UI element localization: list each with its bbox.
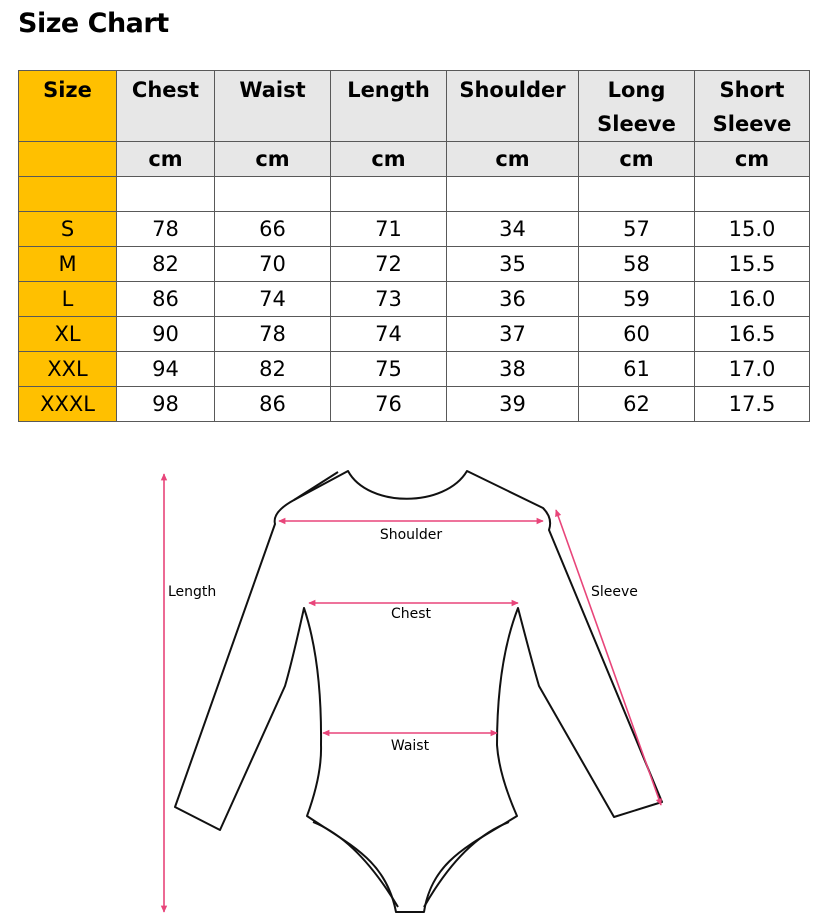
sleeve-label: Sleeve xyxy=(591,584,638,600)
table-cell: 98 xyxy=(117,387,215,422)
size-cell: XXL xyxy=(19,352,117,387)
table-cell: 34 xyxy=(447,212,579,247)
table-cell: 74 xyxy=(215,282,331,317)
unit-row xyxy=(19,142,810,177)
table-cell: 78 xyxy=(117,212,215,247)
unit-cell: cm xyxy=(695,142,810,177)
table-row xyxy=(19,282,810,317)
table-cell: 90 xyxy=(117,317,215,352)
header-waist: Waist xyxy=(215,71,331,142)
table-cell: 57 xyxy=(579,212,695,247)
header-shoulder: Shoulder xyxy=(447,71,579,142)
table-cell: 16.5 xyxy=(695,317,810,352)
size-cell: XXXL xyxy=(19,387,117,422)
table-row xyxy=(19,317,810,352)
table-cell: 35 xyxy=(447,247,579,282)
table-cell: 17.5 xyxy=(695,387,810,422)
shoulder-label: Shoulder xyxy=(379,527,443,543)
unit-cell: cm xyxy=(117,142,215,177)
header-row xyxy=(19,71,810,142)
unit-cell: cm xyxy=(215,142,331,177)
table-cell: 17.0 xyxy=(695,352,810,387)
length-label: Length xyxy=(168,584,217,600)
waist-label: Waist xyxy=(390,738,430,754)
table-row xyxy=(19,247,810,282)
measurement-diagram xyxy=(0,440,822,923)
table-row xyxy=(19,212,810,247)
table-row xyxy=(19,387,810,422)
blank-cell xyxy=(695,177,810,212)
table-cell: 78 xyxy=(215,317,331,352)
table-cell: 73 xyxy=(331,282,447,317)
table-cell: 66 xyxy=(215,212,331,247)
header-length: Length xyxy=(331,71,447,142)
header-long-sleeve: Long Sleeve xyxy=(579,71,695,142)
blank-row xyxy=(19,177,810,212)
size-table xyxy=(18,70,810,422)
blank-cell xyxy=(579,177,695,212)
table-cell: 72 xyxy=(331,247,447,282)
unit-cell: cm xyxy=(331,142,447,177)
table-cell: 62 xyxy=(579,387,695,422)
blank-cell xyxy=(447,177,579,212)
header-size: Size xyxy=(19,71,117,142)
table-cell: 71 xyxy=(331,212,447,247)
table-cell: 75 xyxy=(331,352,447,387)
table-cell: 60 xyxy=(579,317,695,352)
table-cell: 39 xyxy=(447,387,579,422)
table-cell: 61 xyxy=(579,352,695,387)
size-cell: S xyxy=(19,212,117,247)
table-cell: 15.0 xyxy=(695,212,810,247)
table-cell: 86 xyxy=(117,282,215,317)
blank-cell xyxy=(215,177,331,212)
table-cell: 94 xyxy=(117,352,215,387)
blank-cell xyxy=(19,177,117,212)
table-cell: 59 xyxy=(579,282,695,317)
table-cell: 38 xyxy=(447,352,579,387)
chest-label: Chest xyxy=(390,606,432,622)
blank-cell xyxy=(331,177,447,212)
table-cell: 74 xyxy=(331,317,447,352)
unit-cell: cm xyxy=(579,142,695,177)
size-cell: L xyxy=(19,282,117,317)
table-cell: 76 xyxy=(331,387,447,422)
table-cell: 36 xyxy=(447,282,579,317)
table-cell: 86 xyxy=(215,387,331,422)
unit-cell xyxy=(19,142,117,177)
unit-cell: cm xyxy=(447,142,579,177)
blank-cell xyxy=(117,177,215,212)
table-cell: 82 xyxy=(215,352,331,387)
table-cell: 37 xyxy=(447,317,579,352)
table-cell: 15.5 xyxy=(695,247,810,282)
table-cell: 16.0 xyxy=(695,282,810,317)
header-chest: Chest xyxy=(117,71,215,142)
page-title: Size Chart xyxy=(18,8,169,39)
size-cell: XL xyxy=(19,317,117,352)
header-short-sleeve: Short Sleeve xyxy=(695,71,810,142)
table-cell: 70 xyxy=(215,247,331,282)
size-cell: M xyxy=(19,247,117,282)
table-row xyxy=(19,352,810,387)
sleeve-arrow xyxy=(556,510,661,805)
table-cell: 82 xyxy=(117,247,215,282)
table-cell: 58 xyxy=(579,247,695,282)
